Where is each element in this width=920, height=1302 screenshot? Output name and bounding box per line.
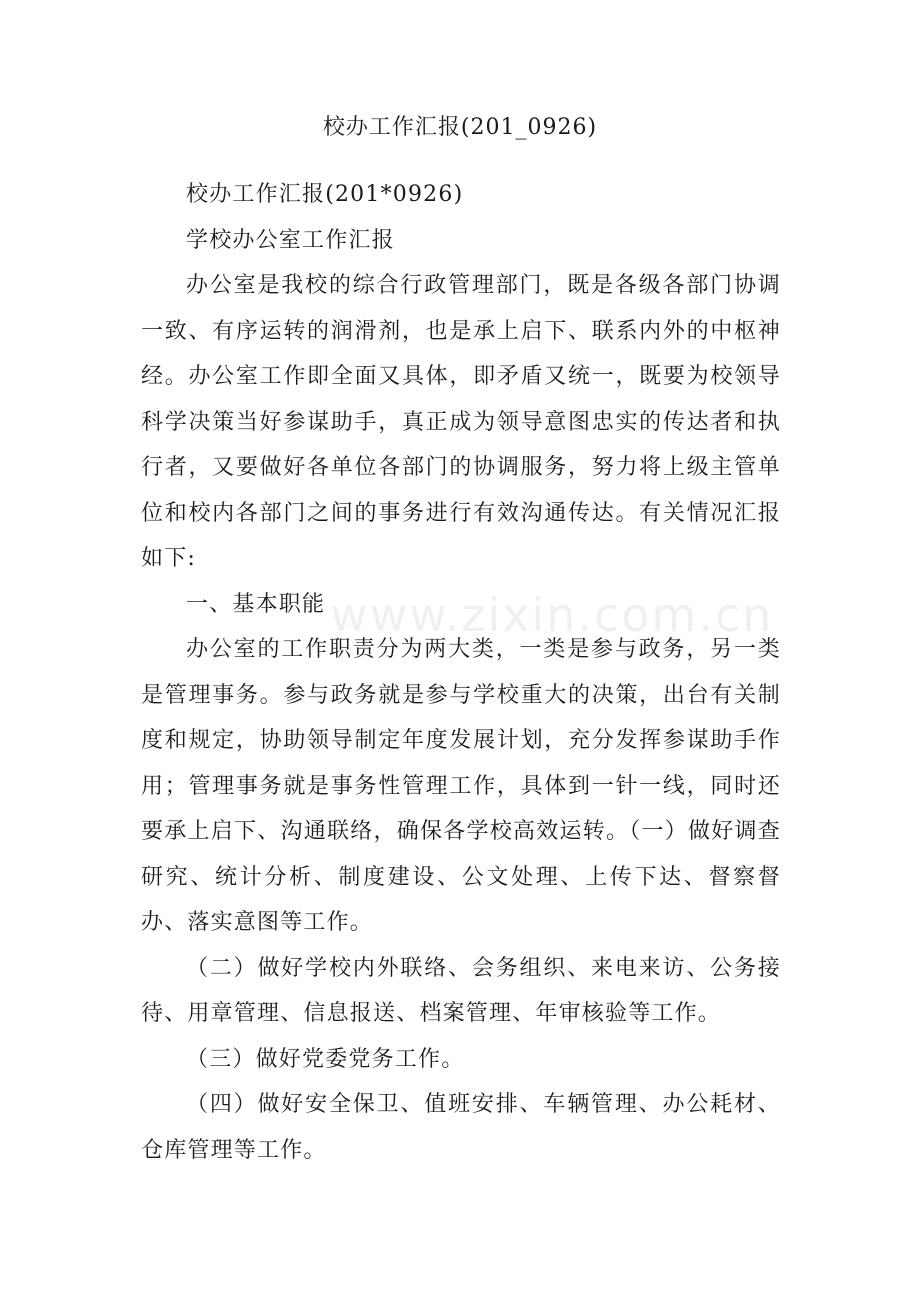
section-heading-basic-functions: 一、基本职能 [186,591,326,617]
paragraph-item-3: （三）做好党委党务工作。 [186,1046,465,1072]
paragraph-intro: 办公室是我校的综合行政管理部门，既是各级各部门协调一致、有序运转的润滑剂，也是承上启下、联系内外的中枢神经。办公室工作即全面又具体，即矛盾又统一，既要为校领导科学决策当好参谋助手，真正成为领导意图忠实的传达者和执行者，又要做好各单位各部门的协调服务，努力将上级主管单位和校内各部门之间的事务进行有效沟通传达。有关情况汇报如下: [141,273,781,571]
document-title: 校办工作汇报(201_0926) [322,115,598,140]
paragraph-item-2: （二）做好学校内外联络、会务组织、来电来访、公务接待、用章管理、信息报送、档案管理、年审核验等工作。 [141,955,781,1026]
paragraph-heading: 学校办公室工作汇报 [186,227,395,253]
paragraph-item-4: （四）做好安全保卫、值班安排、车辆管理、办公耗材、仓库管理等工作。 [141,1092,781,1163]
watermark: www.zixin.com.cn [330,588,774,642]
document-body [141,172,781,1173]
paragraph-duties: 办公室的工作职责分为两大类，一类是参与政务，另一类是管理事务。参与政务就是参与学校重大的决策，出台有关制度和规定，协助领导制定年度发展计划，充分发挥参谋助手作用；管理事务就是事务性管理工作，具体到一针一线，同时还要承上启下、沟通联络，确保各学校高效运转。（一）做好调查研究、统计分析、制度建设、公文处理、上传下达、督察督办、落实意图等工作。 [141,637,781,935]
paragraph-subtitle: 校办工作汇报(201*0926) [186,182,464,207]
